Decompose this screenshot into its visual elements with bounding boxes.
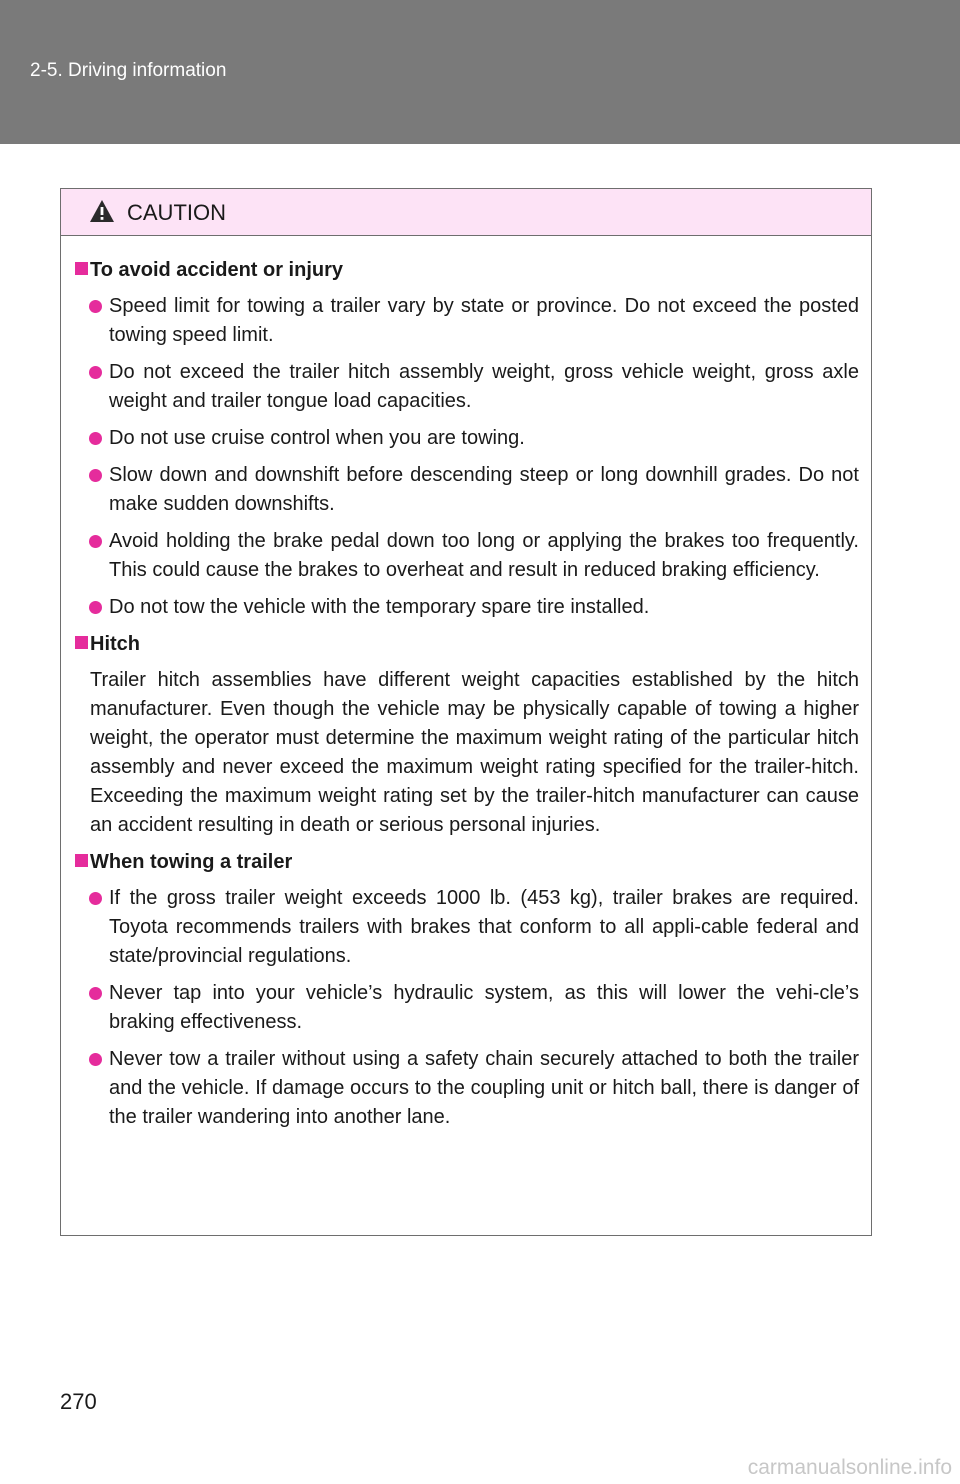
section-avoid-accident xyxy=(75,256,859,622)
watermark: carmanualsonline.info xyxy=(747,1456,952,1479)
caution-box xyxy=(60,188,872,1236)
section-when-towing xyxy=(75,848,859,1132)
hitch-paragraph: Trailer hitch assemblies have different weight capacities established by the hitch manufacturer. Even though the vehicle may be physically capable of towing a higher weight, the operator must determine the maximum weight rating of the particular hitch assembly and never exceed the maximum weight rating specified for the trailer-hitch. Exceeding the maximum weight rating set by the trailer-hitch manufacturer can cause an accident resulting in death or serious personal injuries. xyxy=(90,669,859,836)
list-item: Do not use cruise control when you are towing. xyxy=(75,424,859,453)
round-bullet-icon xyxy=(89,1053,102,1066)
caution-body xyxy=(61,236,871,1132)
list-item: If the gross trailer weight exceeds 1000 lb. (453 kg), trailer brakes are required. Toyota recommends trailers with brakes that conform to all appli-cable federal and state/provincial regulations. xyxy=(75,884,859,971)
square-bullet-icon xyxy=(75,262,88,275)
round-bullet-icon xyxy=(89,469,102,482)
caution-label: CAUTION xyxy=(127,200,226,225)
round-bullet-icon xyxy=(89,987,102,1000)
page-header xyxy=(0,0,960,144)
list-item: Never tow a trailer without using a safety chain securely attached to both the trailer and the vehicle. If damage occurs to the coupling unit or hitch ball, there is danger of the trailer wandering into another lane. xyxy=(75,1045,859,1132)
list-item: Speed limit for towing a trailer vary by state or province. Do not exceed the posted towing speed limit. xyxy=(75,292,859,350)
square-bullet-icon xyxy=(75,854,88,867)
round-bullet-icon xyxy=(89,432,102,445)
section-title: 2-5. Driving information xyxy=(30,60,227,81)
list-item: Do not tow the vehicle with the temporary spare tire installed. xyxy=(75,593,859,622)
section-heading: To avoid accident or injury xyxy=(75,256,859,284)
round-bullet-icon xyxy=(89,892,102,905)
page-number: 270 xyxy=(60,1389,97,1414)
warning-triangle-icon xyxy=(89,199,115,223)
list-item: Avoid holding the brake pedal down too long or applying the brakes too frequently. This could cause the brakes to overheat and result in reduced braking efficiency. xyxy=(75,527,859,585)
list-item: Never tap into your vehicle’s hydraulic system, as this will lower the vehi-cle’s braking effectiveness. xyxy=(75,979,859,1037)
round-bullet-icon xyxy=(89,535,102,548)
section-heading: Hitch xyxy=(75,630,859,658)
list-item: Do not exceed the trailer hitch assembly weight, gross vehicle weight, gross axle weight and trailer tongue load capacities. xyxy=(75,358,859,416)
round-bullet-icon xyxy=(89,366,102,379)
section-heading: When towing a trailer xyxy=(75,848,859,876)
list-item: Slow down and downshift before descending steep or long downhill grades. Do not make sudden downshifts. xyxy=(75,461,859,519)
round-bullet-icon xyxy=(89,601,102,614)
square-bullet-icon xyxy=(75,636,88,649)
caution-header xyxy=(61,189,871,236)
section-hitch xyxy=(75,630,859,840)
round-bullet-icon xyxy=(89,300,102,313)
